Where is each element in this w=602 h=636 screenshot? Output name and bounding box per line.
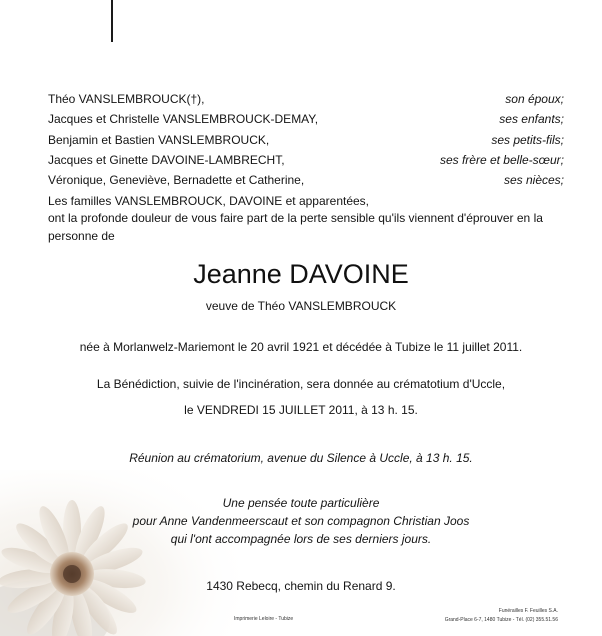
family-name-6: Les familles VANSLEMBROUCK, DAVOINE et apparentées,: [48, 194, 370, 208]
family-relation-5: ses nièces;: [503, 173, 564, 187]
family-name-1: Théo VANSLEMBROUCK(†),: [48, 92, 205, 106]
reunion-line: Réunion au crématorium, avenue du Silence à Uccle, à 13 h. 15.: [129, 451, 473, 465]
family-name-2: Jacques et Christelle VANSLEMBROUCK-DEMAY,: [48, 112, 319, 126]
family-name-5: Véronique, Geneviève, Bernadette et Catherine,: [48, 173, 305, 187]
widow-of-line: veuve de Théo VANSLEMBROUCK: [205, 299, 397, 313]
intro-line-1: ont la profonde douleur de vous faire part de la perte sensible qu'ils viennent d'éprouver en la: [48, 211, 543, 225]
family-relation-3: ses petits-fils;: [491, 133, 564, 147]
deceased-name: Jeanne DAVOINE: [193, 259, 409, 289]
family-relation-2: ses enfants;: [499, 112, 564, 126]
family-relation-4: ses frère et belle-sœur;: [439, 153, 564, 167]
fold-mark: [111, 0, 113, 42]
printer-credit: Imprimerie Leloire - Tubize: [234, 616, 294, 622]
daisy-flower-image: [0, 470, 240, 636]
birth-death-line: née à Morlanwelz-Mariemont le 20 avril 1921 et décédée à Tubize le 11 juillet 2011.: [79, 340, 523, 354]
ceremony-line-1: La Bénédiction, suivie de l'incinération, sera donnée au crématotium d'Uccle,: [96, 377, 506, 391]
funeral-home-address: Grand-Place 6-7, 1480 Tubize - Tél. (02) 355.51.56: [444, 617, 558, 623]
thought-line-3: qui l'ont accompagnée lors de ses derniers jours.: [170, 532, 432, 546]
family-name-4: Jacques et Ginette DAVOINE-LAMBRECHT,: [48, 153, 285, 167]
thought-line-1: Une pensée toute particulière: [222, 496, 380, 510]
ceremony-line-2: le VENDREDI 15 JUILLET 2011, à 13 h. 15.: [184, 403, 418, 417]
family-relation-1: son époux;: [505, 92, 564, 106]
thought-line-2: pour Anne Vandenmeerscaut et son compagnon Christian Joos: [132, 514, 470, 528]
family-name-3: Benjamin et Bastien VANSLEMBROUCK,: [48, 133, 270, 147]
intro-line-2: personne de: [48, 229, 115, 243]
funeral-home-name: Funérailles F. Feuilles S.A.: [498, 608, 558, 614]
family-address: 1430 Rebecq, chemin du Renard 9.: [206, 579, 396, 593]
